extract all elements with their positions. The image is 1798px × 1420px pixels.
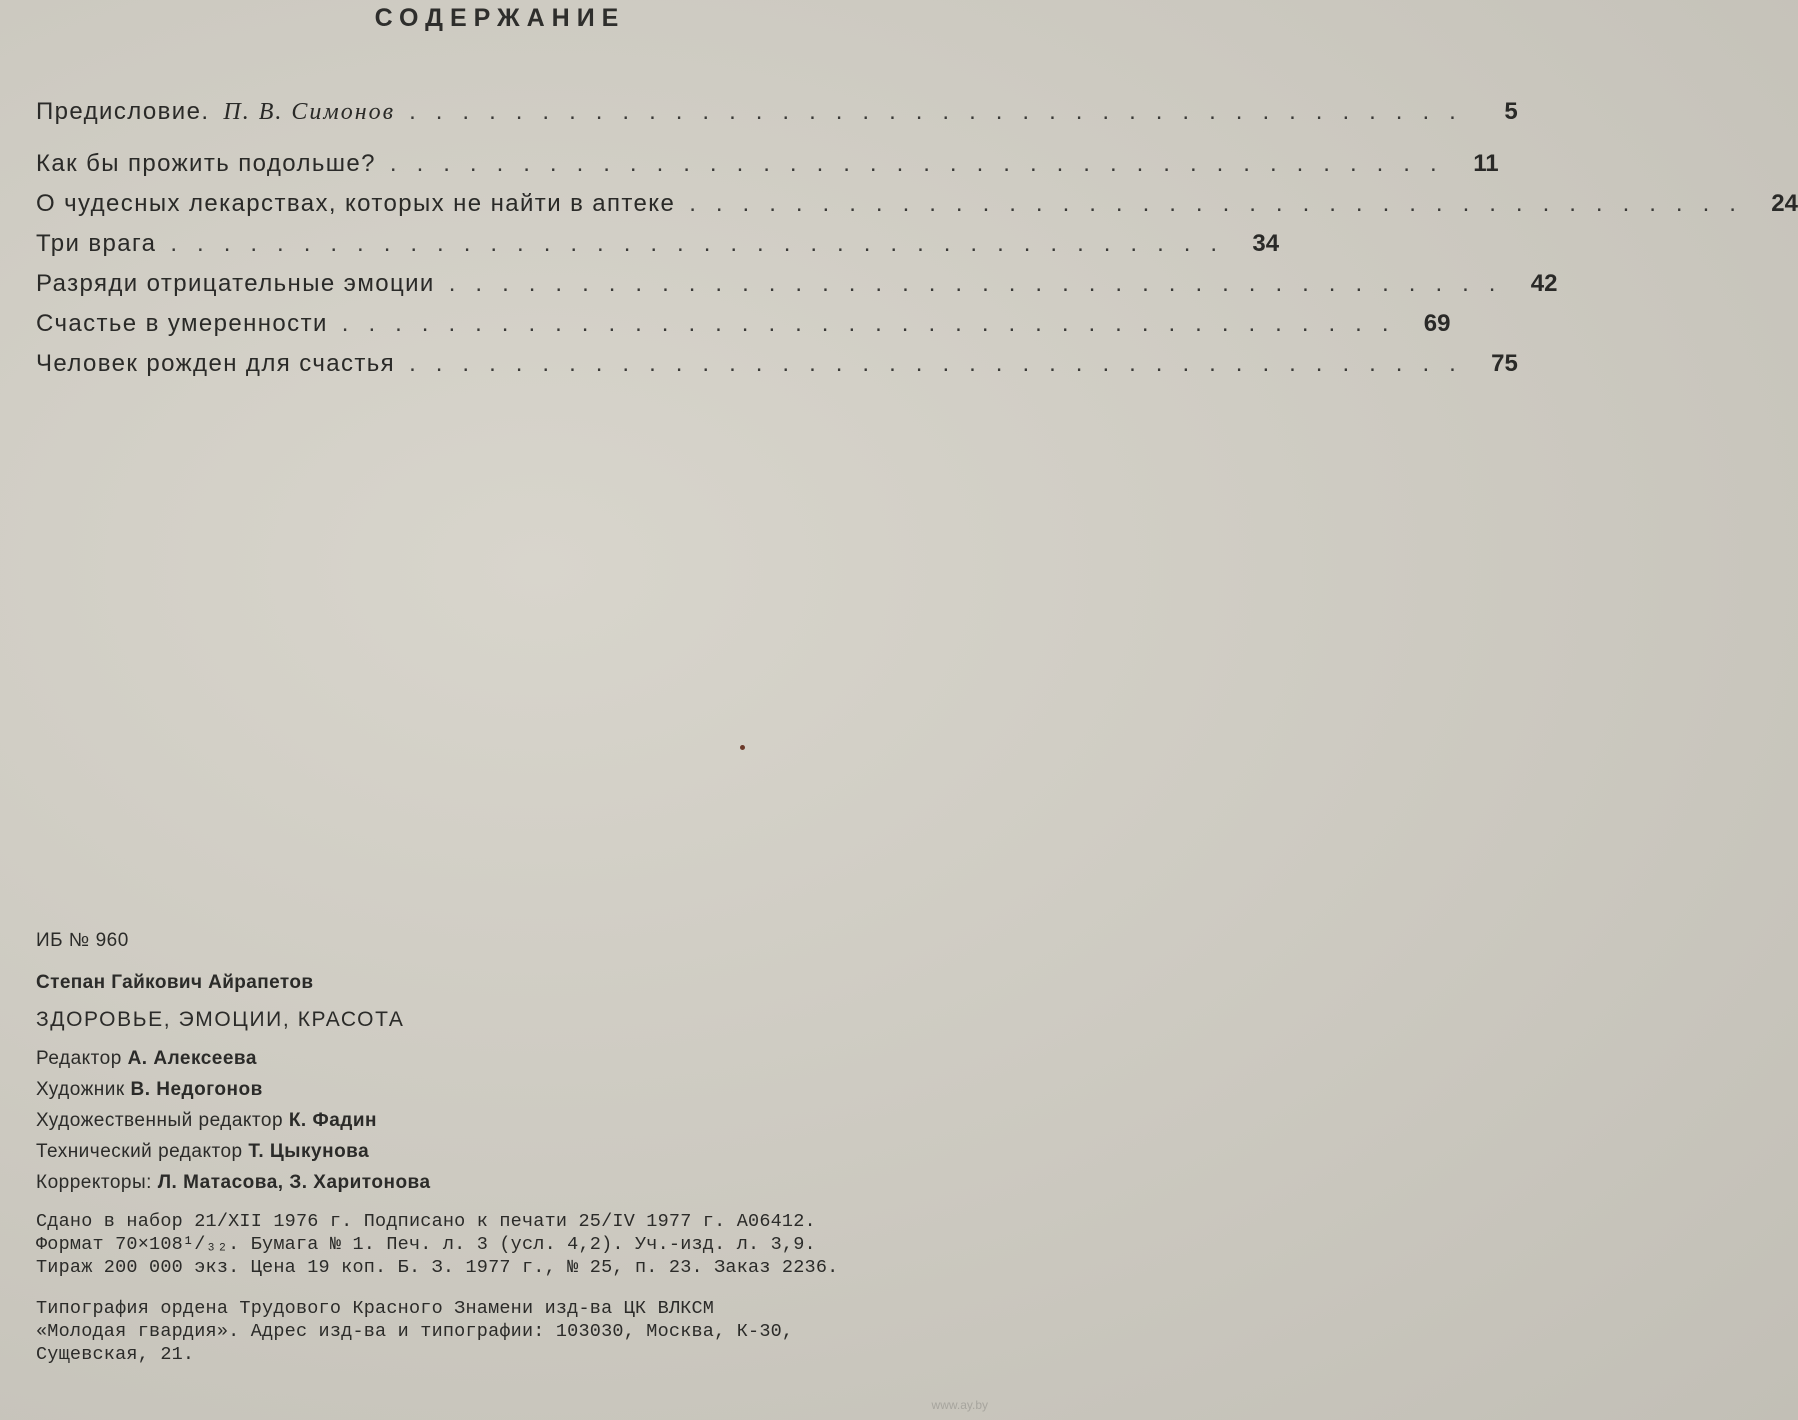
toc-entry[interactable] bbox=[36, 350, 1518, 390]
credit-role: Художественный редактор bbox=[36, 1110, 284, 1131]
dot-leader: ........................................ bbox=[448, 270, 1516, 297]
toc-entry-title: Счастье в умеренности bbox=[36, 310, 328, 337]
toc-entry-title: Три врага bbox=[36, 230, 157, 257]
spacer bbox=[36, 1279, 976, 1297]
toc-entry-title: О чудесных лекарствах, которых не найти в аптеке bbox=[36, 190, 676, 217]
toc-entry-page: 24 bbox=[1771, 190, 1798, 217]
toc-entry-author: П. В. Симонов bbox=[223, 99, 396, 125]
credit-name: В. Недогонов bbox=[130, 1079, 263, 1100]
toc-entry-title: Разряди отрицательные эмоции bbox=[36, 270, 435, 297]
toc-entry-page: 42 bbox=[1530, 270, 1558, 297]
toc-entry-page: 34 bbox=[1252, 230, 1280, 257]
credit-name: Л. Матасова, З. Харитонова bbox=[157, 1172, 431, 1193]
credit-role: Редактор bbox=[36, 1048, 122, 1069]
toc-entry-page: 5 bbox=[1504, 98, 1518, 125]
site-watermark: www.ay.by bbox=[931, 1398, 988, 1412]
print-info-line: Тираж 200 000 экз. Цена 19 коп. Б. З. 1977 г., № 25, п. 23. Заказ 2236. bbox=[36, 1257, 839, 1278]
credit-line bbox=[36, 1110, 976, 1132]
dot-leader: ........................................ bbox=[389, 150, 1457, 177]
ink-spot bbox=[740, 745, 745, 750]
toc-entry-preface[interactable] bbox=[36, 98, 1518, 138]
credit-role: Корректоры: bbox=[36, 1172, 152, 1193]
credit-line bbox=[36, 1172, 976, 1194]
dot-leader: ........................................ bbox=[409, 350, 1476, 377]
toc-entry[interactable] bbox=[36, 270, 1558, 310]
toc-entry[interactable] bbox=[36, 310, 1451, 350]
credit-line bbox=[36, 1048, 976, 1070]
toc-entry[interactable] bbox=[36, 230, 1280, 270]
toc-entry-page: 11 bbox=[1473, 150, 1499, 177]
credit-name: К. Фадин bbox=[288, 1110, 377, 1131]
toc-entry[interactable] bbox=[36, 150, 1499, 190]
print-info bbox=[36, 1210, 976, 1366]
dot-leader: ........................................ bbox=[409, 98, 1476, 125]
print-info-line: Сдано в набор 21/XII 1976 г. Подписано к печати 25/IV 1977 г. А06412. bbox=[36, 1211, 816, 1232]
credit-line bbox=[36, 1141, 976, 1163]
table-of-contents bbox=[36, 98, 1798, 390]
toc-entry-page: 69 bbox=[1423, 310, 1451, 337]
print-info-line: Формат 70×108¹/₃₂. Бумага № 1. Печ. л. 3 (усл. 4,2). Уч.-изд. л. 3,9. bbox=[36, 1234, 816, 1255]
toc-entry-title: Предисловие. bbox=[36, 98, 210, 125]
toc-entry-page: 75 bbox=[1491, 350, 1518, 377]
credit-line bbox=[36, 1079, 976, 1101]
printer-line: Типография ордена Трудового Красного Знамени изд-ва ЦК ВЛКСМ bbox=[36, 1298, 715, 1319]
printer-line: «Молодая гвардия». Адрес изд-ва и типографии: 103030, Москва, К-30, bbox=[36, 1321, 794, 1342]
credit-role: Художник bbox=[36, 1079, 125, 1100]
dot-leader: ........................................ bbox=[170, 230, 1238, 257]
book-title: ЗДОРОВЬЕ, ЭМОЦИИ, КРАСОТА bbox=[36, 1008, 405, 1031]
book-author: Степан Гайкович Айрапетов bbox=[36, 972, 314, 993]
toc-entry-title: Как бы прожить подольше? bbox=[36, 150, 376, 177]
toc-heading: СОДЕРЖАНИЕ bbox=[374, 4, 626, 32]
printer-line: Сущевская, 21. bbox=[36, 1344, 195, 1365]
credit-role: Технический редактор bbox=[36, 1141, 243, 1162]
dot-leader: ........................................ bbox=[689, 190, 1756, 217]
toc-entry-title: Человек рожден для счастья bbox=[36, 350, 396, 377]
dot-leader: ........................................ bbox=[341, 310, 1409, 337]
ib-number: ИБ № 960 bbox=[36, 930, 129, 951]
credit-name: Т. Цыкунова bbox=[248, 1141, 370, 1162]
imprint-block bbox=[36, 930, 976, 1366]
credit-name: А. Алексеева bbox=[127, 1048, 257, 1069]
toc-entry[interactable] bbox=[36, 190, 1798, 230]
